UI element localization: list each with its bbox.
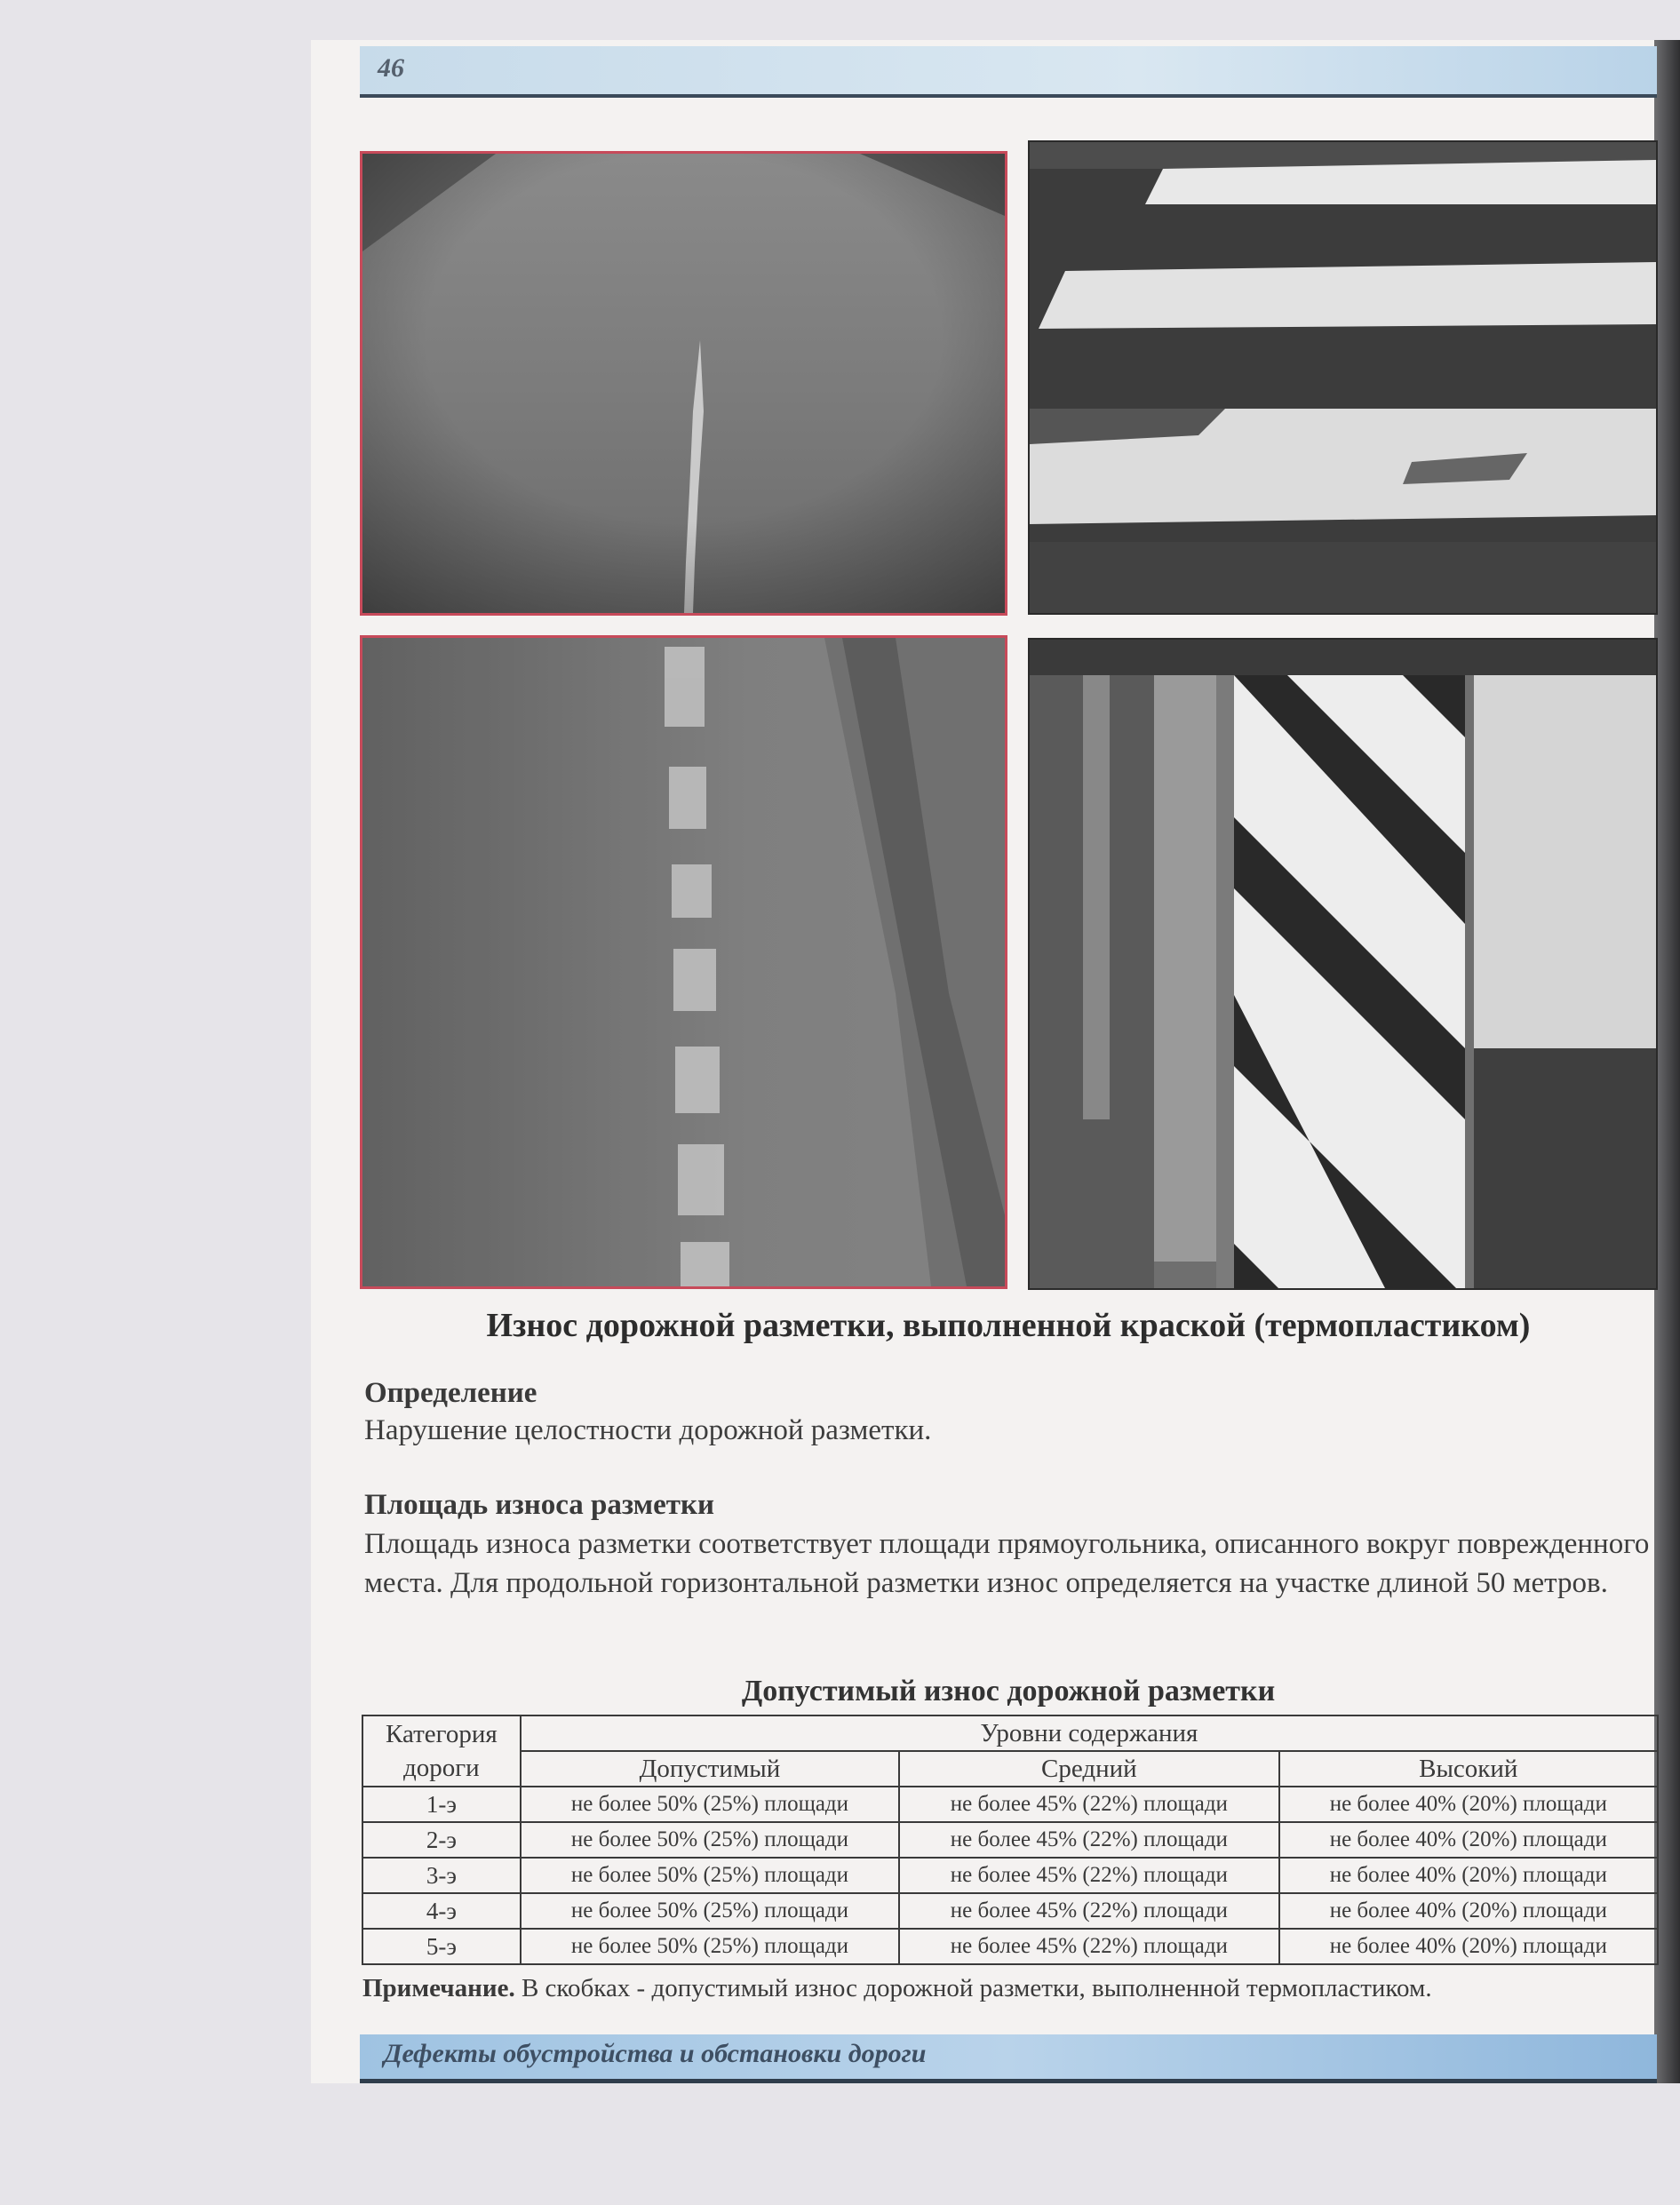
row-value: не более 40% (20%) площади <box>1279 1822 1658 1858</box>
wear-table <box>362 1715 1659 1965</box>
row-value: не более 50% (25%) площади <box>521 1893 899 1929</box>
header-col-medium: Средний <box>899 1751 1278 1787</box>
running-footer: Дефекты обустройства и обстановки дороги <box>384 2039 927 2068</box>
row-value: не более 45% (22%) площади <box>899 1822 1278 1858</box>
row-value: не более 40% (20%) площади <box>1279 1929 1658 1964</box>
table-header-row <box>362 1715 1658 1751</box>
table-row <box>362 1858 1658 1893</box>
row-value: не более 50% (25%) площади <box>521 1822 899 1858</box>
table-title: Допустимый износ дорожной разметки <box>741 1675 1276 1707</box>
wear-area-text: Площадь износа разметки соответствует площади прямоугольника, описанного вокруг поврежденного места. Для продольной горизонтальной разметки износ определяется на участке длиной 50 метров. <box>364 1528 1650 1599</box>
table-row <box>362 1787 1658 1822</box>
note-label: Примечание. <box>362 1974 515 2002</box>
photo-worn-center-line <box>360 151 1007 616</box>
table-subheader-row <box>362 1751 1658 1787</box>
row-value: не более 50% (25%) площади <box>521 1929 899 1964</box>
row-category: 1-э <box>362 1787 521 1822</box>
table-row <box>362 1929 1658 1964</box>
row-value: не более 40% (20%) площади <box>1279 1858 1658 1893</box>
row-value: не более 40% (20%) площади <box>1279 1893 1658 1929</box>
table-note <box>362 1974 1432 2003</box>
row-category: 2-э <box>362 1822 521 1858</box>
row-value: не более 50% (25%) площади <box>521 1787 899 1822</box>
header-levels: Уровни содержания <box>521 1715 1658 1751</box>
note-text: В скобках - допустимый износ дорожной разметки, выполненной термопластиком. <box>514 1974 1432 2002</box>
row-value: не более 45% (22%) площади <box>899 1893 1278 1929</box>
row-value: не более 40% (20%) площади <box>1279 1787 1658 1822</box>
photo-worn-crossing-stripes <box>1028 140 1658 615</box>
header-col-allowed: Допустимый <box>521 1751 899 1787</box>
definition-heading: Определение <box>364 1377 537 1409</box>
header-col-high: Высокий <box>1279 1751 1658 1787</box>
definition-text: Нарушение целостности дорожной разметки. <box>364 1414 932 1446</box>
table-row <box>362 1893 1658 1929</box>
row-category: 4-э <box>362 1893 521 1929</box>
page-number: 46 <box>378 53 404 83</box>
row-value: не более 45% (22%) площади <box>899 1787 1278 1822</box>
row-category: 5-э <box>362 1929 521 1964</box>
photo-worn-dashed-line <box>360 635 1007 1289</box>
row-value: не более 45% (22%) площади <box>899 1858 1278 1893</box>
photo-worn-striped-pillar <box>1028 638 1658 1290</box>
row-value: не более 45% (22%) площади <box>899 1929 1278 1964</box>
wear-area-heading: Площадь износа разметки <box>364 1489 715 1521</box>
section-title: Износ дорожной разметки, выполненной краской (термопластиком) <box>486 1307 1531 1344</box>
row-value: не более 50% (25%) площади <box>521 1858 899 1893</box>
row-category: 3-э <box>362 1858 521 1893</box>
header-category: Категория дороги <box>362 1715 521 1787</box>
header-band <box>360 46 1657 98</box>
table-row <box>362 1822 1658 1858</box>
